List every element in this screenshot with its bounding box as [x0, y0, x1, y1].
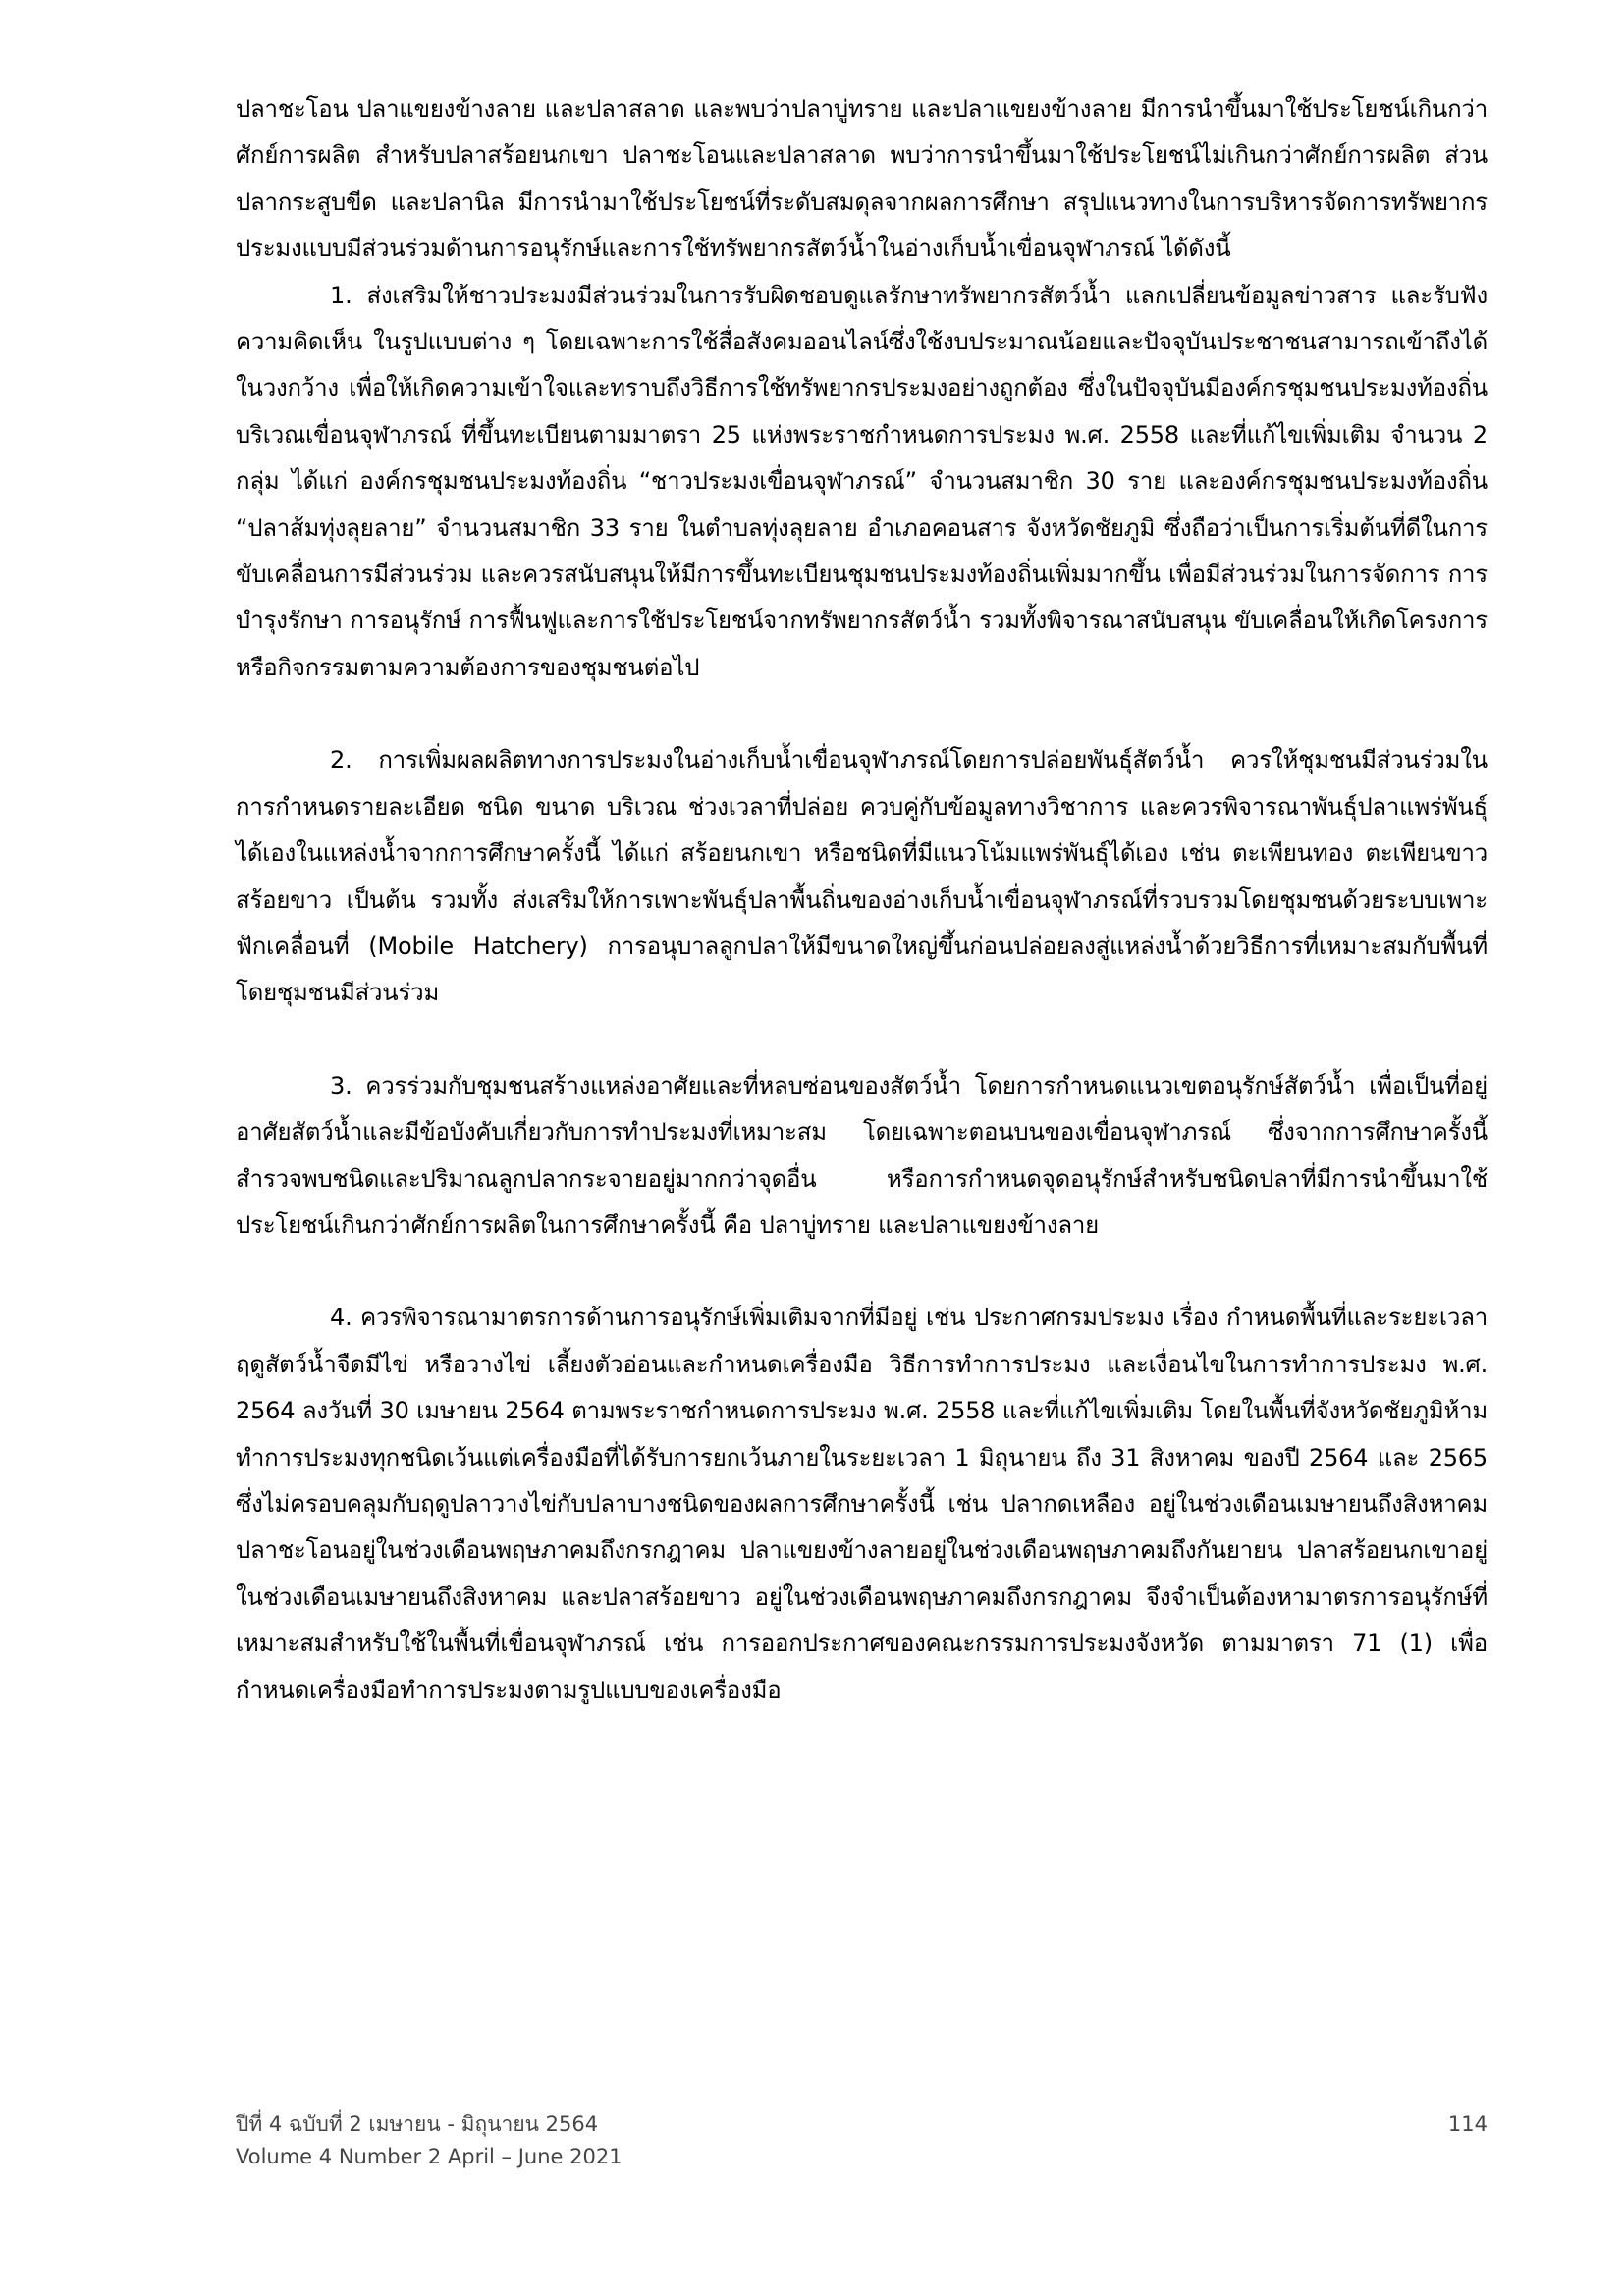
paragraph-item-3: 3. ควรร่วมกับชุมชนสร้างแหล่งอาศัยและที่หลบซ่อนของสัตว์น้ำ โดยการกำหนดแนวเขตอนุรักษ์สัตว์น้ำ เพื่อเป็นที่อยู่อาศัยสัตว์น้ำและมีข้อบังคับเกี่ยวกับการทำประมงที่เหมาะสม โดยเฉพาะตอนบนของเขื่อนจุฬาภรณ์ ซึ่งจากการศึกษาครั้งนี้สำรวจพบชนิดและปริมาณลูกปลากระจายอยู่มากกว่าจุดอื่น หรือการกำหนดจุดอนุรักษ์สำหรับชนิดปลาที่มีการนำขึ้นมาใช้ประโยชน์เกินกว่าศักย์การผลิตในการศึกษาครั้งนี้ คือ ปลาบู่ทราย และปลาแขยงข้างลาย: [236, 1071, 1488, 1239]
paragraph-item-4: 4. ควรพิจารณามาตรการด้านการอนุรักษ์เพิ่มเติมจากที่มีอยู่ เช่น ประกาศกรมประมง เรื่อง กำหนดพื้นที่และระยะเวลาฤดูสัตว์น้ำจืดมีไข่ หรือวางไข่ เลี้ยงตัวอ่อนและกำหนดเครื่องมือ วิธีการทำการประมง และเงื่อนไขในการทำการประมง พ.ศ. 2564 ลงวันที่ 30 เมษายน 2564 ตามพระราชกำหนดการประมง พ.ศ. 2558 และที่แก้ไขเพิ่มเติม โดยในพื้นที่จังหวัดชัยภูมิห้ามทำการประมงทุกชนิดเว้นแต่เครื่องมือที่ได้รับการยกเว้นภายในระยะเวลา 1 มิถุนายน ถึง 31 สิงหาคม ของปี 2564 และ 2565 ซึ่งไม่ครอบคลุมกับฤดูปลาวางไข่กับปลาบางชนิดของผลการศึกษาครั้งนี้ เช่น ปลากดเหลือง อยู่ในช่วงเดือนเมษายนถึงสิงหาคม ปลาชะโอนอยู่ในช่วงเดือนพฤษภาคมถึงกรกฎาคม ปลาแขยงข้างลายอยู่ในช่วงเดือนพฤษภาคมถึงกันยายน ปลาสร้อยนกเขาอยู่ในช่วงเดือนเมษายนถึงสิงหาคม และปลาสร้อยขาว อยู่ในช่วงเดือนพฤษภาคมถึงกรกฎาคม จึงจำเป็นต้องหามาตรการอนุรักษ์ที่เหมาะสมสำหรับใช้ในพื้นที่เขื่อนจุฬาภรณ์ เช่น การออกประกาศของคณะกรรมการประมงจังหวัด ตามมาตรา 71 (1) เพื่อกำหนดเครื่องมือทำการประมงตามรูปแบบของเครื่องมือ: [236, 1304, 1488, 1704]
footer-issue-thai: ปีที่ 4 ฉบับที่ 2 เมษายน - มิถุนายน 2564: [236, 2112, 599, 2136]
footer-issue-english: Volume 4 Number 2 April – June 2021: [236, 2145, 623, 2168]
paragraph-continuation: ปลาชะโอน ปลาแขยงข้างลาย และปลาสลาด และพบว่าปลาบู่ทราย และปลาแขยงข้างลาย มีการนำขึ้นมาใช้ประโยชน์เกินกว่าศักย์การผลิต สำหรับปลาสร้อยนกเขา ปลาชะโอนและปลาสลาด พบว่าการนำขึ้นมาใช้ประโยชน์ไม่เกินกว่าศักย์การผลิต ส่วนปลากระสูบขีด และปลานิล มีการนำมาใช้ประโยชน์ที่ระดับสมดุลจากผลการศึกษา สรุปแนวทางในการบริหารจัดการทรัพยากรประมงแบบมีส่วนร่วมด้านการอนุรักษ์และการใช้ทรัพยากรสัตว์น้ำในอ่างเก็บน้ำเขื่อนจุฬาภรณ์ ได้ดังนี้: [236, 95, 1488, 263]
page-number: 114: [1447, 2112, 1488, 2136]
page-footer: [236, 2109, 1488, 2173]
paragraph-item-1: 1. ส่งเสริมให้ชาวประมงมีส่วนร่วมในการรับผิดชอบดูแลรักษาทรัพยากรสัตว์น้ำ แลกเปลี่ยนข้อมูลข่าวสาร และรับฟังความคิดเห็น ในรูปแบบต่าง ๆ โดยเฉพาะการใช้สื่อสังคมออนไลน์ซึ่งใช้งบประมาณน้อยและปัจจุบันประชาชนสามารถเข้าถึงได้ในวงกว้าง เพื่อให้เกิดความเข้าใจและทราบถึงวิธีการใช้ทรัพยากรประมงอย่างถูกต้อง ซึ่งในปัจจุบันมีองค์กรชุมชนประมงท้องถิ่นบริเวณเขื่อนจุฬาภรณ์ ที่ขึ้นทะเบียนตามมาตรา 25 แห่งพระราชกำหนดการประมง พ.ศ. 2558 และที่แก้ไขเพิ่มเติม จำนวน 2 กลุ่ม ได้แก่ องค์กรชุมชนประมงท้องถิ่น “ชาวประมงเขื่อนจุฬาภรณ์” จำนวนสมาชิก 30 ราย และองค์กรชุมชนประมงท้องถิ่น “ปลาส้มทุ่งลุยลาย” จำนวนสมาชิก 33 ราย ในตำบลทุ่งลุยลาย อำเภอคอนสาร จังหวัดชัยภูมิ ซึ่งถือว่าเป็นการเริ่มต้นที่ดีในการขับเคลื่อนการมีส่วนร่วม และควรสนับสนุนให้มีการขึ้นทะเบียนชุมชนประมงท้องถิ่นเพิ่มมากขึ้น เพื่อมีส่วนร่วมในการจัดการ การบำรุงรักษา การอนุรักษ์ การฟื้นฟูและการใช้ประโยชน์จากทรัพยากรสัตว์น้ำ รวมทั้งพิจารณาสนับสนุน ขับเคลื่อนให้เกิดโครงการหรือกิจกรรมตามความต้องการของชุมชนต่อไป: [236, 281, 1488, 681]
paragraph-item-2: 2. การเพิ่มผลผลิตทางการประมงในอ่างเก็บน้ำเขื่อนจุฬาภรณ์โดยการปล่อยพันธุ์สัตว์น้ำ ควรให้ชุมชนมีส่วนร่วมในการกำหนดรายละเอียด ชนิด ขนาด บริเวณ ช่วงเวลาที่ปล่อย ควบคู่กับข้อมูลทางวิชาการ และควรพิจารณาพันธุ์ปลาแพร่พันธุ์ได้เองในแหล่งน้ำจากการศึกษาครั้งนี้ ได้แก่ สร้อยนกเขา หรือชนิดที่มีแนวโน้มแพร่พันธุ์ได้เอง เช่น ตะเพียนทอง ตะเพียนขาว สร้อยขาว เป็นต้น รวมทั้ง ส่งเสริมให้การเพาะพันธุ์ปลาพื้นถิ่นของอ่างเก็บน้ำเขื่อนจุฬาภรณ์ที่รวบรวมโดยชุมชนด้วยระบบเพาะฟักเคลื่อนที่ (Mobile Hatchery) การอนุบาลลูกปลาให้มีขนาดใหญ่ขึ้นก่อนปล่อยลงสู่แหล่งน้ำด้วยวิธีการที่เหมาะสมกับพื้นที่โดยชุมชนมีส่วนร่วม: [236, 746, 1488, 1007]
article-body: [236, 86, 1488, 1714]
